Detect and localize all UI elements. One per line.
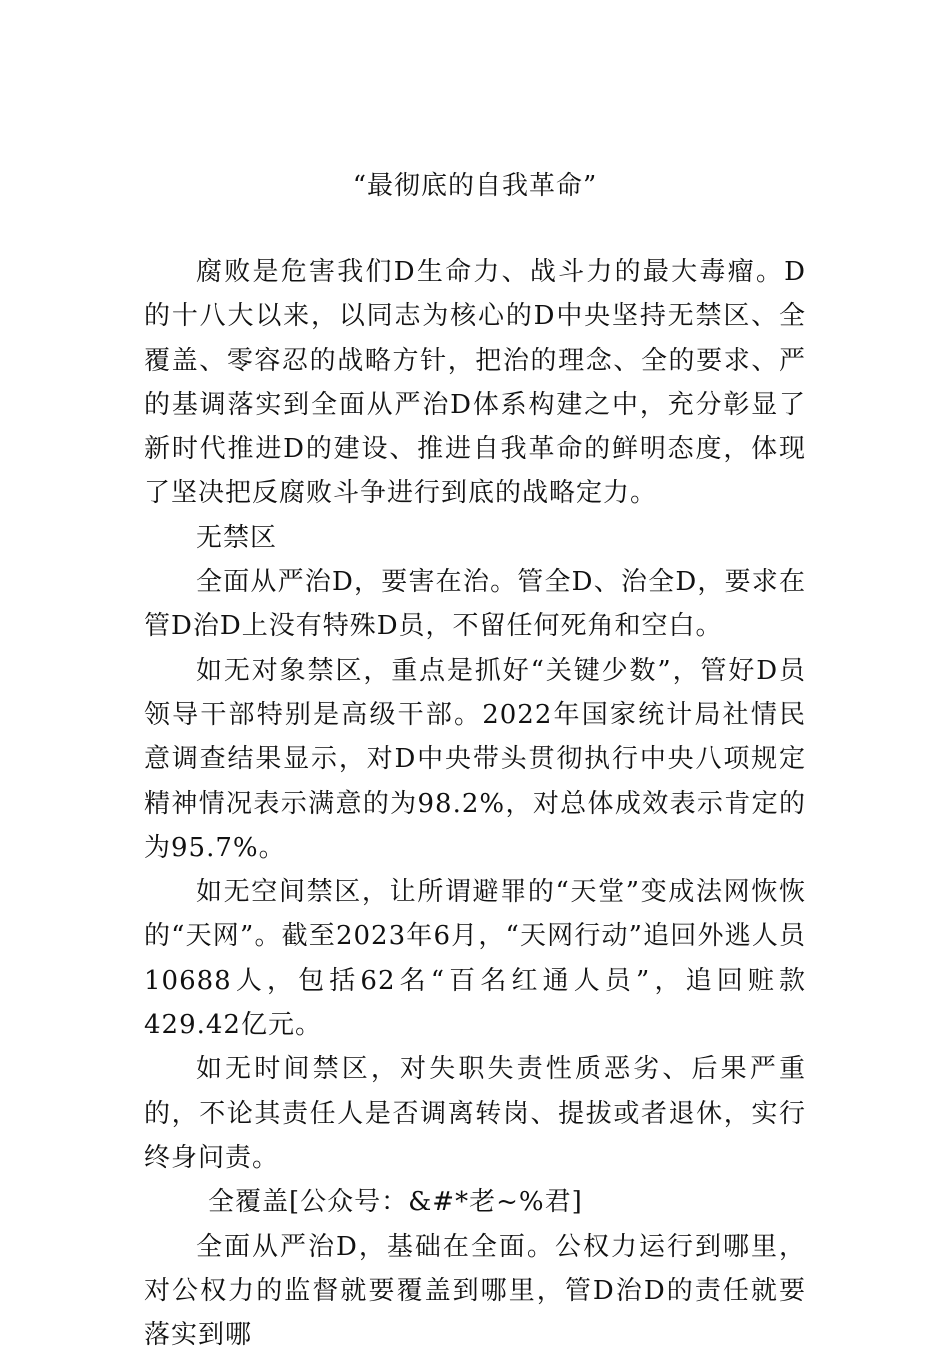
paragraph-intro: 腐败是危害我们D生命力、战斗力的最大毒瘤。D的十八大以来，以同志为核心的D中央坚持无禁区、全覆盖、零容忍的战略方针，把治的理念、全的要求、严的基调落实到全面从严治D体系构建之中，充分彰显了新时代推进D的建设、推进自我革命的鲜明态度，体现了坚决把反腐败斗争进行到底的战略定力。 xyxy=(144,257,806,509)
paragraph-target-zone: 如无对象禁区，重点是抓好“关键少数”，管好D员领导干部特别是高级干部。2022年国家统计局社情民意调查结果显示，对D中央带头贯彻执行中央八项规定精神情况表示满意的为98.2%，对总体成效表示肯定的为95.7%。 xyxy=(144,655,806,863)
subheading-no-forbidden-zone: 无禁区 xyxy=(196,522,278,553)
paragraph-full-coverage: 全面从严治D，基础在全面。公权力运行到哪里，对公权力的监督就要覆盖到哪里，管D治D的责任就要落实到哪 xyxy=(144,1231,806,1351)
paragraph-governance: 全面从严治D，要害在治。管全D、治全D，要求在管D治D上没有特殊D员，不留任何死角和空白。 xyxy=(144,567,806,642)
paragraph-time-zone: 如无时间禁区，对失职失责性质恶劣、后果严重的，不论其责任人是否调离转岗、提拔或者退休，实行终身问责。 xyxy=(144,1054,806,1173)
subheading-full-coverage: 全覆盖[公众号：&#*老~%君] xyxy=(208,1187,583,1218)
document-body xyxy=(144,250,806,1357)
paragraph-space-zone: 如无空间禁区，让所谓避罪的“天堂”变成法网恢恢的“天网”。截至2023年6月，“天网行动”追回外逃人员10688人，包括62名“百名红通人员”，追回赃款429.42亿元。 xyxy=(144,877,806,1041)
document-title: “最彻底的自我革命” xyxy=(352,171,598,201)
